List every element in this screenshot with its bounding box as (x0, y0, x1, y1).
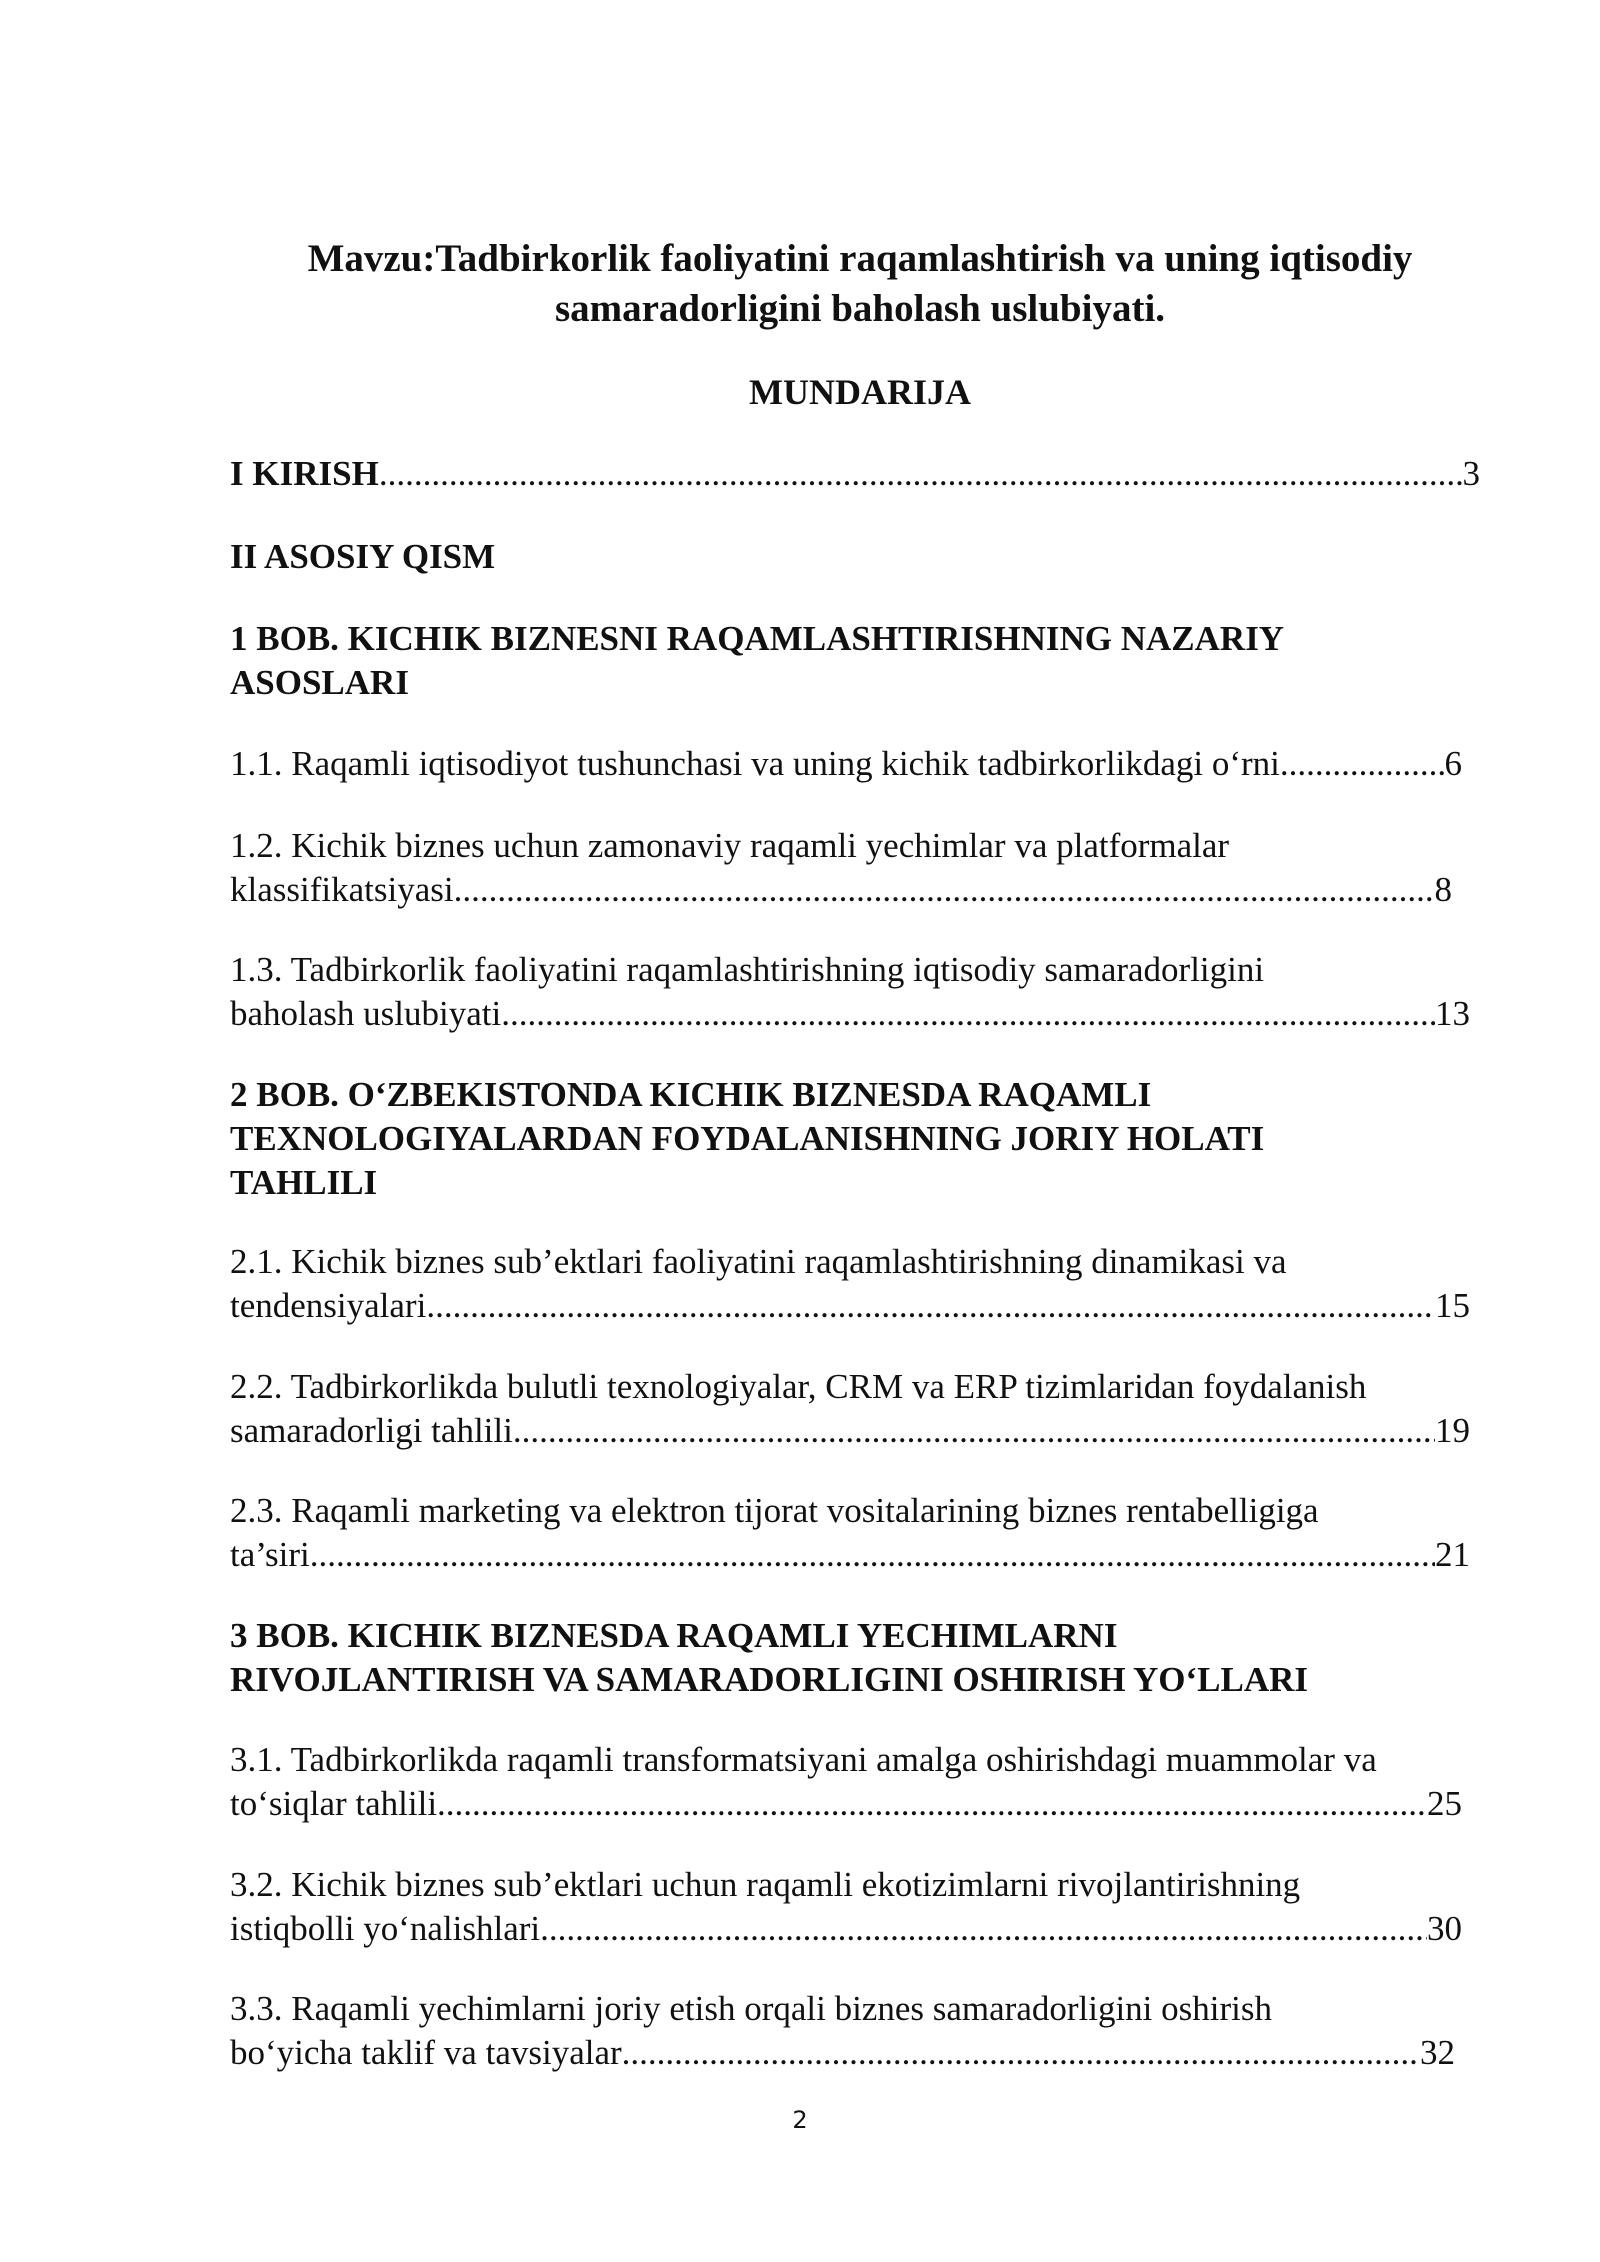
toc-entry-1-2 (230, 824, 1452, 912)
toc-dot-leader (310, 1533, 1435, 1577)
chapter-heading-line: 3 BOB. KICHIK BIZNESDA RAQAMLI YECHIMLARNI (230, 1616, 1118, 1655)
chapter-heading-line: RIVOJLANTIRISH VA SAMARADORLIGINI OSHIRISH YO‘LLARI (230, 1660, 1309, 1699)
toc-dot-leader (379, 452, 1463, 496)
toc-dot-leader (454, 868, 1435, 912)
toc-page-number: 30 (1427, 1909, 1462, 1948)
toc-entry-1-1 (230, 742, 1462, 786)
chapter-heading-line: TAHLILI (230, 1163, 378, 1202)
document-title (230, 234, 1490, 334)
chapter-heading-line: ASOSLARI (230, 663, 409, 702)
toc-page-number: 6 (1444, 744, 1462, 783)
toc-entry-label: I KIRISH (230, 454, 379, 493)
toc-entry-label-cont: tendensiyalari (230, 1286, 427, 1325)
toc-entry-label: 3.2. Kichik biznes sub’ektlari uchun raqamli ekotizimlarni rivojlantirishning (230, 1865, 1301, 1904)
toc-entry-label-cont: ta’siri (230, 1535, 310, 1574)
page-number: 2 (792, 2106, 808, 2134)
toc-page-number: 19 (1435, 1411, 1470, 1450)
toc-dot-leader (513, 1409, 1435, 1453)
toc-entry-label-cont: to‘siqlar tahlili (230, 1784, 438, 1823)
toc-chapter-2 (230, 1073, 1264, 1205)
toc-entry-label: 1.1. Raqamli iqtisodiyot tushunchasi va uning kichik tadbirkorlikdagi o‘rni (230, 744, 1280, 783)
toc-entry-intro (230, 452, 1480, 496)
chapter-heading-line: TEXNOLOGIYALARDAN FOYDALANISHNING JORIY HOLATI (230, 1119, 1265, 1158)
toc-entry-label-cont: istiqbolli yo‘nalishlari (230, 1909, 541, 1948)
toc-entry-label: 1.2. Kichik biznes uchun zamonaviy raqamli yechimlar va platformalar (230, 826, 1230, 865)
toc-entry-2-2 (230, 1365, 1470, 1453)
toc-entry-label: 3.1. Tadbirkorlikda raqamli transformatsiyani amalga oshirishdagi muammolar va (230, 1740, 1377, 1779)
toc-entry-1-3 (230, 948, 1470, 1036)
toc-entry-label-cont: baholash uslubiyati (230, 994, 502, 1033)
toc-entry-label: 2.3. Raqamli marketing va elektron tijorat vositalarining biznes rentabelligiga (230, 1491, 1319, 1530)
toc-entry-label: 2.1. Kichik biznes sub’ektlari faoliyatini raqamlashtirishning dinamikasi va (230, 1242, 1287, 1281)
toc-dot-leader (501, 992, 1435, 1036)
toc-section-main: II ASOSIY QISM (230, 537, 496, 576)
toc-dot-leader (437, 1782, 1427, 1826)
toc-entry-3-2 (230, 1863, 1462, 1951)
toc-page-number: 13 (1435, 994, 1470, 1033)
toc-chapter-3 (230, 1614, 1308, 1702)
toc-entry-label: 2.2. Tadbirkorlikda bulutli texnologiyalar, CRM va ERP tizimlaridan foydalanish (230, 1367, 1367, 1406)
toc-entry-label: 3.3. Raqamli yechimlarni joriy etish orqali biznes samaradorligini oshirish (230, 1989, 1273, 2028)
toc-entry-label-cont: klassifikatsiyasi (230, 870, 454, 909)
toc-entry-2-1 (230, 1240, 1470, 1328)
toc-entry-3-1 (230, 1738, 1462, 1826)
toc-page-number: 32 (1420, 2033, 1455, 2072)
title-line-2: samaradorligini baholash uslubiyati. (554, 287, 1166, 330)
toc-page-number: 15 (1435, 1286, 1470, 1325)
toc-entry-2-3 (230, 1489, 1470, 1577)
chapter-heading-line: 2 BOB. O‘ZBEKISTONDA KICHIK BIZNESDA RAQAMLI (230, 1075, 1152, 1114)
toc-dot-leader (622, 2031, 1420, 2075)
toc-dot-leader (1280, 742, 1445, 786)
toc-chapter-1 (230, 617, 1284, 705)
toc-page-number: 21 (1435, 1535, 1470, 1574)
title-line-1: Mavzu:Tadbirkorlik faoliyatini raqamlashtirish va uning iqtisodiy (307, 237, 1413, 280)
chapter-heading-line: 1 BOB. KICHIK BIZNESNI RAQAMLASHTIRISHNING NAZARIY (230, 619, 1285, 658)
toc-entry-3-3 (230, 1987, 1455, 2075)
toc-page-number: 8 (1434, 870, 1452, 909)
toc-entry-label-cont: samaradorligi tahlili (230, 1411, 513, 1450)
toc-entry-label-cont: bo‘yicha taklif va tavsiyalar (230, 2033, 622, 2072)
toc-page-number: 3 (1462, 454, 1480, 493)
toc-dot-leader (540, 1907, 1427, 1951)
contents-heading: MUNDARIJA (749, 372, 971, 412)
toc-dot-leader (426, 1284, 1435, 1328)
toc-entry-label: 1.3. Tadbirkorlik faoliyatini raqamlashtirishning iqtisodiy samaradorligini (230, 950, 1265, 989)
toc-page-number: 25 (1427, 1784, 1462, 1823)
